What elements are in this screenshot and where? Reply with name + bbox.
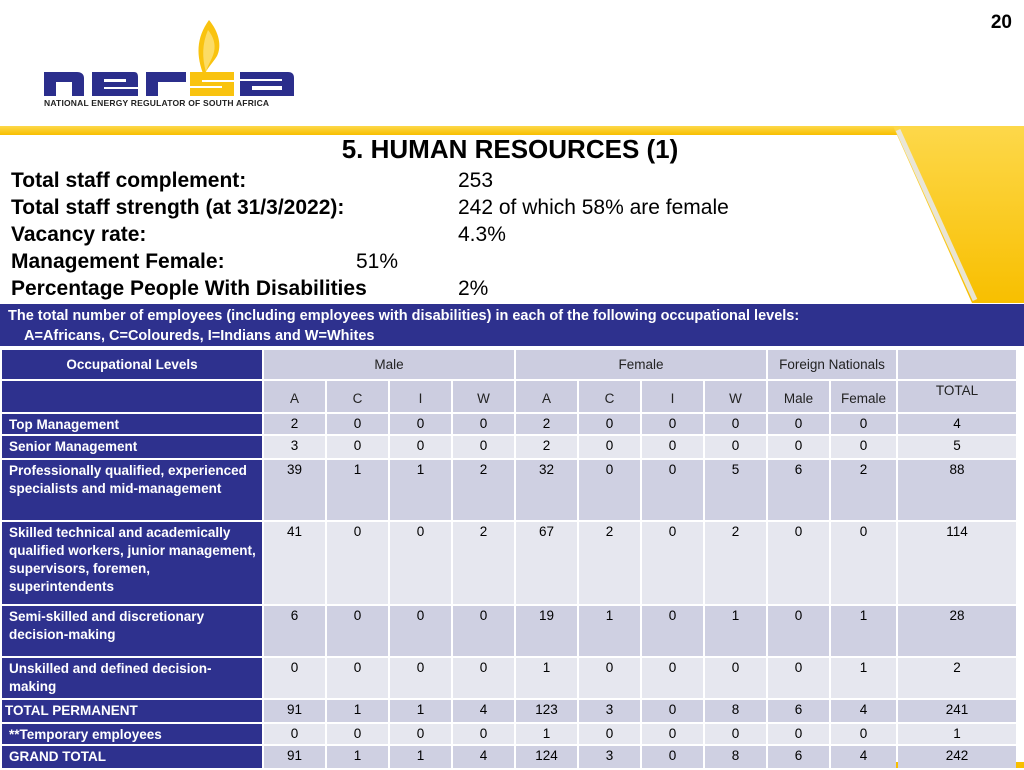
subheader-cell: Male	[768, 381, 829, 412]
table-row	[2, 522, 1018, 604]
table-cell: 4	[453, 700, 514, 722]
subheader-cell: A	[516, 381, 577, 412]
table-cell: 0	[264, 724, 325, 744]
summary-vacancy-rate	[11, 223, 506, 247]
subheader-cell: A	[264, 381, 325, 412]
subheader-cell: C	[327, 381, 388, 412]
table-cell: 242	[898, 746, 1016, 768]
table-cell: 0	[642, 658, 703, 698]
table-cell: 0	[327, 658, 388, 698]
summary-value: 242 of which 58% are female	[458, 196, 729, 219]
table-cell: 0	[390, 522, 451, 604]
table-cell: 88	[898, 460, 1016, 520]
table-cell: 0	[831, 724, 896, 744]
table-cell: 2	[264, 414, 325, 434]
table-cell: 0	[642, 700, 703, 722]
summary-label: Percentage People With Disabilities	[11, 277, 367, 300]
row-label: Senior Management	[2, 436, 262, 458]
table-cell: 0	[642, 460, 703, 520]
table-cell: 0	[453, 436, 514, 458]
table-cell: 0	[327, 606, 388, 656]
subheader-cell: C	[579, 381, 640, 412]
table-cell: 114	[898, 522, 1016, 604]
table-cell: 67	[516, 522, 577, 604]
subheader-cell: Female	[831, 381, 896, 412]
summary-label: Vacancy rate:	[11, 223, 147, 246]
table-cell: 3	[579, 746, 640, 768]
table-cell: 0	[642, 414, 703, 434]
table-cell: 2	[453, 522, 514, 604]
table-cell: 0	[768, 658, 829, 698]
table-row	[2, 606, 1018, 656]
table-cell: 1	[327, 700, 388, 722]
row-label: Unskilled and defined decision-making	[2, 658, 262, 698]
table-cell: 4	[831, 746, 896, 768]
occupational-levels-table	[0, 348, 1020, 770]
subheader-total: TOTAL	[898, 381, 1016, 412]
table-cell: 0	[705, 414, 766, 434]
table-cell: 2	[705, 522, 766, 604]
row-label: Top Management	[2, 414, 262, 434]
row-label: **Temporary employees	[2, 724, 262, 744]
table-row	[2, 436, 1018, 458]
table-cell: 1	[390, 460, 451, 520]
table-cell: 0	[390, 658, 451, 698]
table-cell: 0	[390, 414, 451, 434]
subheader-cell: W	[705, 381, 766, 412]
subheader-cell: I	[642, 381, 703, 412]
table-cell: 41	[264, 522, 325, 604]
table-cell: 2	[579, 522, 640, 604]
table-cell: 0	[327, 724, 388, 744]
slide-title: 5. HUMAN RESOURCES (1)	[341, 134, 679, 164]
table-cell: 0	[453, 414, 514, 434]
table-row	[2, 724, 1018, 744]
logo-tagline: NATIONAL ENERGY REGULATOR OF SOUTH AFRICA	[44, 98, 270, 108]
table-cell: 0	[705, 724, 766, 744]
table-cell: 6	[768, 700, 829, 722]
table-cell: 32	[516, 460, 577, 520]
table-cell: 2	[516, 436, 577, 458]
table-cell: 3	[264, 436, 325, 458]
table-cell: 241	[898, 700, 1016, 722]
table-cell: 8	[705, 700, 766, 722]
table-cell: 0	[831, 436, 896, 458]
summary-label: Total staff strength (at 31/3/2022):	[11, 196, 345, 219]
row-label: Skilled technical and academically qualified workers, junior management, supervisors, foremen, superintendents	[2, 522, 262, 604]
table-cell: 0	[642, 724, 703, 744]
table-cell: 1	[898, 724, 1016, 744]
table-cell: 0	[579, 414, 640, 434]
table-cell: 8	[705, 746, 766, 768]
table-cell: 0	[327, 522, 388, 604]
row-label: GRAND TOTAL	[2, 746, 262, 768]
table-cell: 0	[264, 658, 325, 698]
table-header-row	[2, 350, 1018, 379]
subheader-blank	[2, 381, 262, 412]
table-cell: 39	[264, 460, 325, 520]
summary-value: 253	[458, 169, 494, 192]
table-cell: 0	[579, 436, 640, 458]
table-cell: 0	[453, 606, 514, 656]
table-subheader-row	[2, 381, 1018, 412]
table-cell: 0	[327, 436, 388, 458]
table-cell: 0	[327, 414, 388, 434]
table-row	[2, 414, 1018, 434]
table-cell: 0	[579, 658, 640, 698]
table-cell: 1	[327, 460, 388, 520]
table-row	[2, 700, 1018, 722]
table-cell: 0	[768, 414, 829, 434]
header-male: Male	[264, 350, 514, 379]
table-caption-banner	[0, 304, 1024, 346]
table-cell: 123	[516, 700, 577, 722]
table-cell: 91	[264, 746, 325, 768]
summary-disabilities	[11, 277, 489, 301]
table-cell: 1	[516, 658, 577, 698]
table-cell: 0	[642, 606, 703, 656]
table-cell: 0	[579, 724, 640, 744]
table-row	[2, 658, 1018, 698]
table-cell: 4	[831, 700, 896, 722]
row-label: TOTAL PERMANENT	[2, 700, 262, 722]
table-cell: 0	[768, 436, 829, 458]
table-cell: 0	[831, 522, 896, 604]
table-cell: 0	[642, 746, 703, 768]
banner-line-2: A=Africans, C=Coloureds, I=Indians and W=Whites	[24, 328, 375, 344]
table-cell: 1	[831, 658, 896, 698]
table-cell: 1	[516, 724, 577, 744]
table-cell: 0	[453, 724, 514, 744]
row-label: Semi-skilled and discretionary decision-making	[2, 606, 262, 656]
table-cell: 28	[898, 606, 1016, 656]
header-occupational-levels: Occupational Levels	[2, 350, 262, 379]
table-body	[2, 414, 1018, 768]
table-cell: 5	[705, 460, 766, 520]
banner-line-1: The total number of employees (including employees with disabilities) in each of the following occupational levels:	[8, 308, 800, 324]
table-cell: 2	[516, 414, 577, 434]
table-cell: 91	[264, 700, 325, 722]
table-cell: 0	[705, 436, 766, 458]
table-cell: 6	[768, 746, 829, 768]
table-cell: 0	[768, 522, 829, 604]
table-cell: 0	[642, 522, 703, 604]
table-cell: 4	[898, 414, 1016, 434]
table-cell: 3	[579, 700, 640, 722]
table-cell: 2	[453, 460, 514, 520]
table-cell: 1	[831, 606, 896, 656]
table-cell: 124	[516, 746, 577, 768]
table-row	[2, 460, 1018, 520]
table-row	[2, 746, 1018, 768]
summary-staff-strength	[11, 196, 729, 220]
table-cell: 0	[390, 724, 451, 744]
summary-value: 51%	[356, 250, 399, 273]
table-cell: 0	[831, 414, 896, 434]
table-cell: 1	[579, 606, 640, 656]
summary-value: 4.3%	[458, 223, 506, 246]
summary-staff-complement	[11, 169, 494, 193]
summary-label: Total staff complement:	[11, 169, 247, 192]
table-cell: 2	[898, 658, 1016, 698]
header-blank	[898, 350, 1016, 379]
header-female: Female	[516, 350, 766, 379]
table-cell: 0	[453, 658, 514, 698]
table-cell: 19	[516, 606, 577, 656]
row-label: Professionally qualified, experienced specialists and mid-management	[2, 460, 262, 520]
table-cell: 0	[768, 606, 829, 656]
table-cell: 1	[327, 746, 388, 768]
table-cell: 1	[390, 746, 451, 768]
table-cell: 0	[390, 436, 451, 458]
header-foreign-nationals: Foreign Nationals	[768, 350, 896, 379]
subheader-cell: I	[390, 381, 451, 412]
table-cell: 4	[453, 746, 514, 768]
page-number: 20	[990, 12, 1012, 33]
table-cell: 0	[642, 436, 703, 458]
table-cell: 6	[768, 460, 829, 520]
table-cell: 1	[705, 606, 766, 656]
table-cell: 2	[831, 460, 896, 520]
summary-value: 2%	[458, 277, 489, 300]
table-cell: 0	[579, 460, 640, 520]
table-cell: 5	[898, 436, 1016, 458]
table-cell: 0	[768, 724, 829, 744]
summary-management-female	[11, 250, 399, 274]
subheader-cell: W	[453, 381, 514, 412]
table-cell: 0	[390, 606, 451, 656]
table-cell: 0	[705, 658, 766, 698]
summary-label: Management Female:	[11, 250, 225, 273]
table-cell: 1	[390, 700, 451, 722]
table-cell: 6	[264, 606, 325, 656]
